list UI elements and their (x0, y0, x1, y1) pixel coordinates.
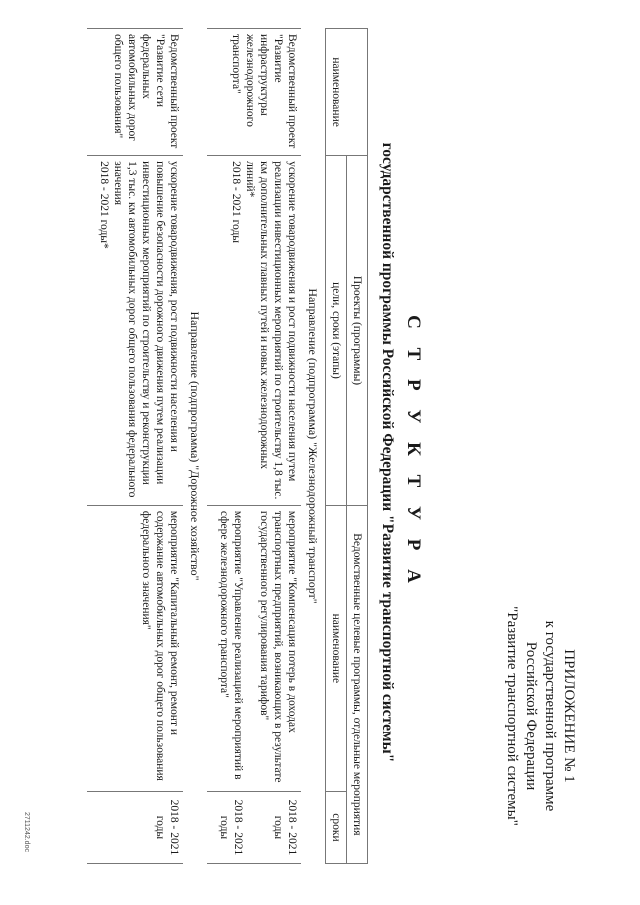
project-goals (87, 156, 183, 506)
activity-name: мероприятие "Компенсация потерь в доходах транспортных предприятий, возникающих в результате государственного регулирования тарифов" (247, 505, 301, 791)
goals-text: ускорение товародвижения, рост подвижности населения и повышение безопасности дорожного движения путем реализации инвестиционных мероприятий по строительству и реконструкции 1,3 тыс. км автомобильных дорог общего пользования федерального значения (112, 161, 180, 498)
appendix-line: Российской Федерации (523, 641, 539, 791)
project-name: Ведомственный проект "Развитие инфраструктуры железнодорожного транспорта" (207, 29, 301, 156)
activity-term: 2018 - 2021 годы (87, 791, 183, 863)
header-activities: Ведомственные целевые программы, отдельные мероприятия (347, 505, 368, 863)
goals-text: ускорение товародвижения и рост подвижности населения путем реализации инвестиционных мероприятий по строительству 1,8 тыс. км дополнительных главных путей и новых железнодорожных линий* (244, 161, 298, 500)
direction-row (301, 29, 326, 864)
header-terms: сроки (326, 791, 347, 863)
document-subtitle: государственной программы Российской Федерации "Развитие транспортной системы" (379, 142, 396, 763)
document-title: С Т Р У К Т У Р А (403, 315, 424, 590)
goals-term: 2018 - 2021 годы* (98, 161, 110, 249)
activity-term: 2018 - 2021 годы (207, 791, 247, 863)
table-row (247, 29, 301, 864)
header-activity-name: наименование (326, 505, 347, 791)
header-name: наименование (326, 29, 368, 156)
table-row (87, 29, 183, 864)
header-projects: Проекты (программы) (347, 156, 368, 506)
appendix-number: ПРИЛОЖЕНИЕ № 1 (561, 649, 577, 783)
structure-table (87, 28, 368, 864)
goals-term: 2018 - 2021 годы (230, 161, 242, 244)
direction-row (183, 29, 207, 864)
appendix-line: к государственной программе (542, 620, 558, 812)
header-row-top (347, 29, 368, 864)
project-name: Ведомственный проект "Развитие сети федеральных автомобильных дорог общего пользования" (87, 29, 183, 156)
activity-name: мероприятие "Управление реализацией мероприятий в сфере железнодорожного транспорта" (207, 505, 247, 791)
appendix-program-name: "Развитие транспортной системы" (504, 606, 520, 826)
direction-label: Направление (подпрограмма) "Железнодорожный транспорт" (306, 288, 320, 604)
activity-name: мероприятие "Капитальный ремонт, ремонт и содержание автомобильных дорог общего пользования федерального значения" (87, 505, 183, 791)
activity-term: 2018 - 2021 годы (247, 791, 301, 863)
appendix-block (502, 556, 578, 876)
document-code: 2711242.doc (23, 812, 30, 852)
project-goals (207, 156, 301, 506)
direction-label: Направление (подпрограмма) "Дорожное хозяйство" (188, 311, 202, 581)
header-goals: цели, сроки (этапы) (326, 156, 347, 506)
